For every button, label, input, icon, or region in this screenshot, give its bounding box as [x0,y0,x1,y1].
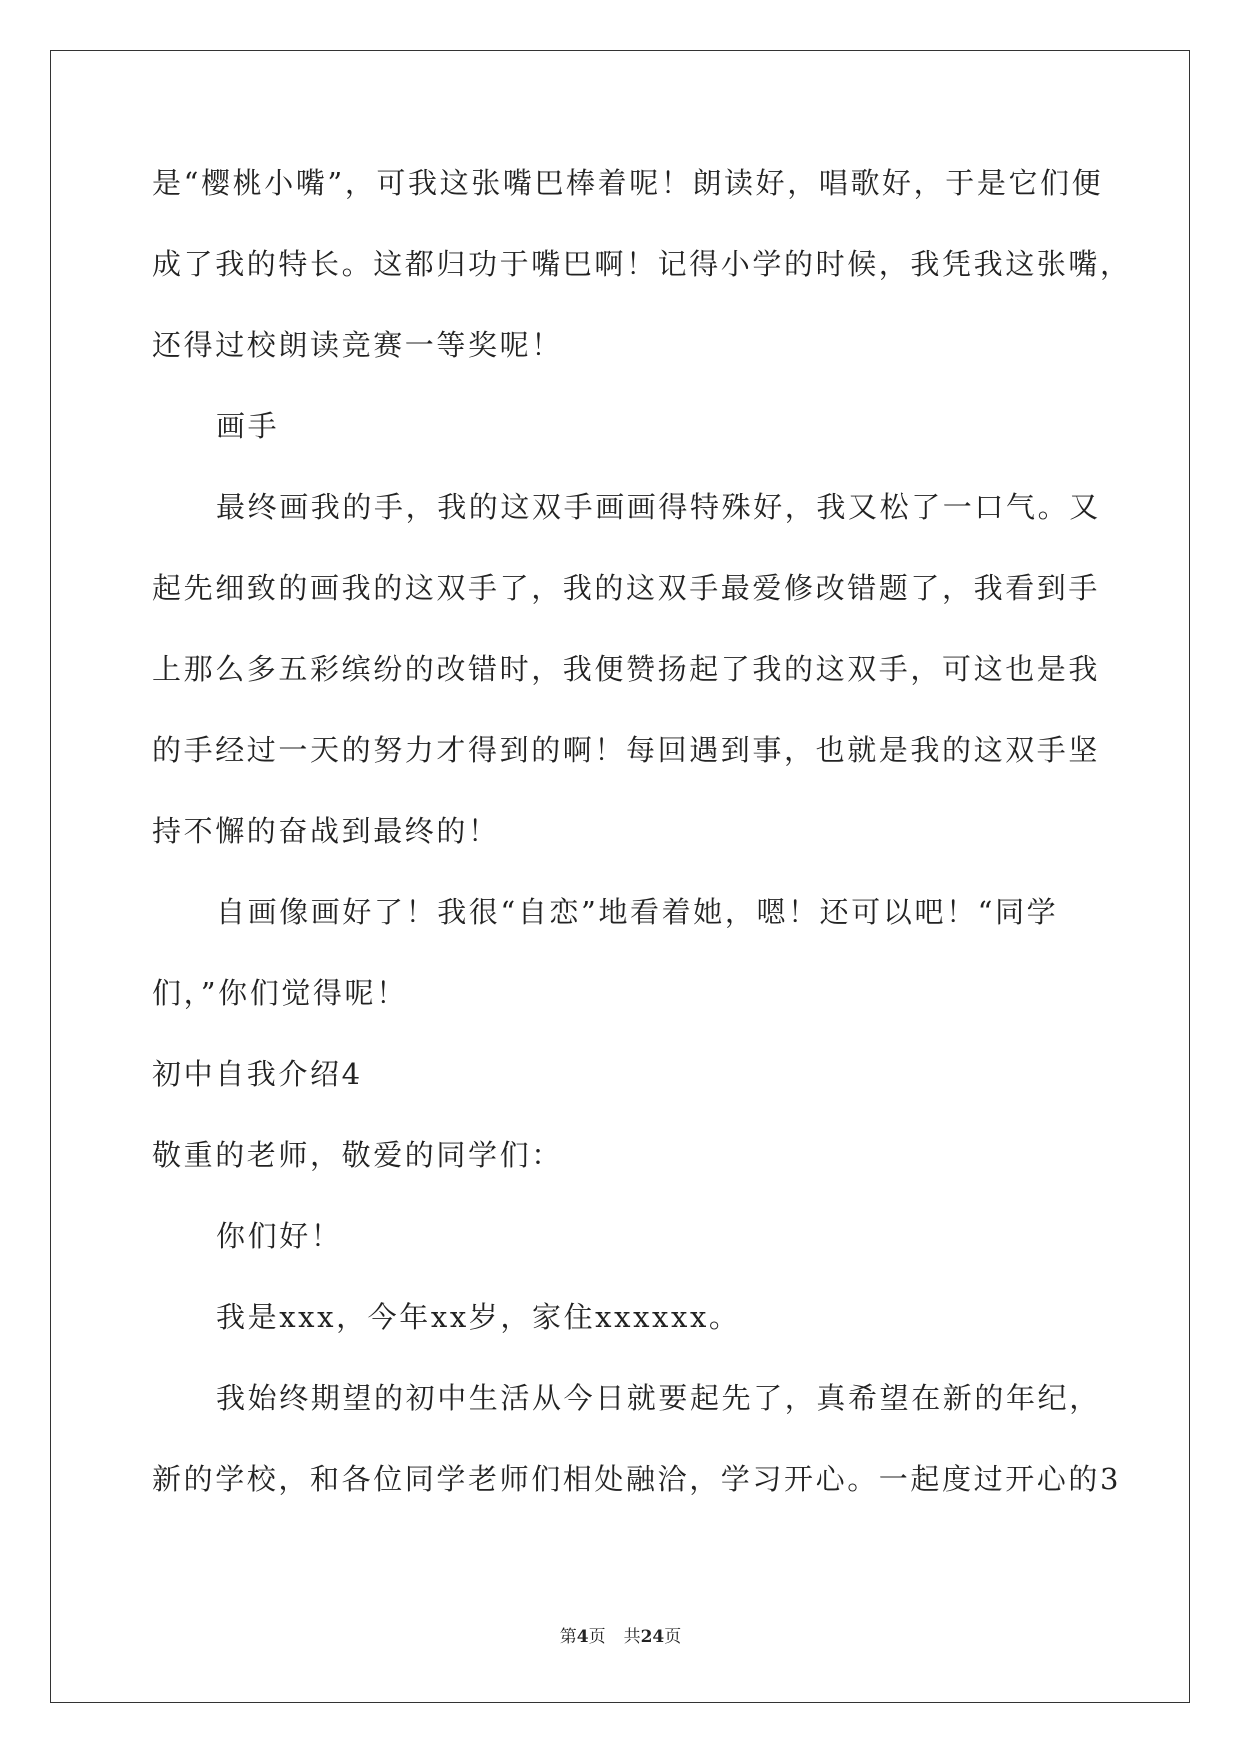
total-prefix: 共 [623,1627,641,1647]
page-number: 4 [576,1627,589,1647]
text-line: 上那么多五彩缤纷的改错时，我便赞扬起了我的这双手，可这也是我 [152,652,1101,686]
salutation: 敬重的老师，敬爱的同学们： [152,1138,563,1172]
text-line: 还得过校朗读竞赛一等奖呢！ [152,328,563,362]
page-prefix: 第 [559,1627,577,1647]
text-line: 自画像画好了！我很“自恋”地看着她，嗯！还可以吧！“同学 [216,895,1059,929]
text-line: 新的学校，和各位同学老师们相处融洽，学习开心。一起度过开心的3 [152,1462,1122,1496]
text-line: 的手经过一天的努力才得到的啊！每回遇到事，也就是我的这双手坚 [152,733,1101,767]
text-line: 成了我的特长。这都归功于嘴巴啊！记得小学的时候，我凭我这张嘴， [152,247,1132,281]
text-line: 起先细致的画我的这双手了，我的这双手最爱修改错题了，我看到手 [152,571,1101,605]
text-line: 们，”你们觉得呢！ [152,976,408,1010]
total-suffix: 页 [664,1627,682,1647]
document-body [152,158,1132,1535]
page-footer [0,1622,1241,1647]
page-suffix: 页 [588,1627,606,1647]
text-line: 我是xxx，今年xx岁，家住xxxxxx。 [216,1300,741,1334]
text-line: 最终画我的手，我的这双手画画得特殊好，我又松了一口气。又 [216,490,1101,524]
section-heading: 画手 [216,409,280,443]
text-line: 持不懈的奋战到最终的！ [152,814,500,848]
article-title: 初中自我介绍4 [152,1057,363,1091]
text-line: 是“樱桃小嘴”，可我这张嘴巴棒着呢！朗读好，唱歌好，于是它们便 [152,166,1104,200]
greeting: 你们好！ [216,1219,343,1253]
total-pages: 24 [640,1627,665,1647]
text-line: 我始终期望的初中生活从今日就要起先了，真希望在新的年纪， [216,1381,1101,1415]
